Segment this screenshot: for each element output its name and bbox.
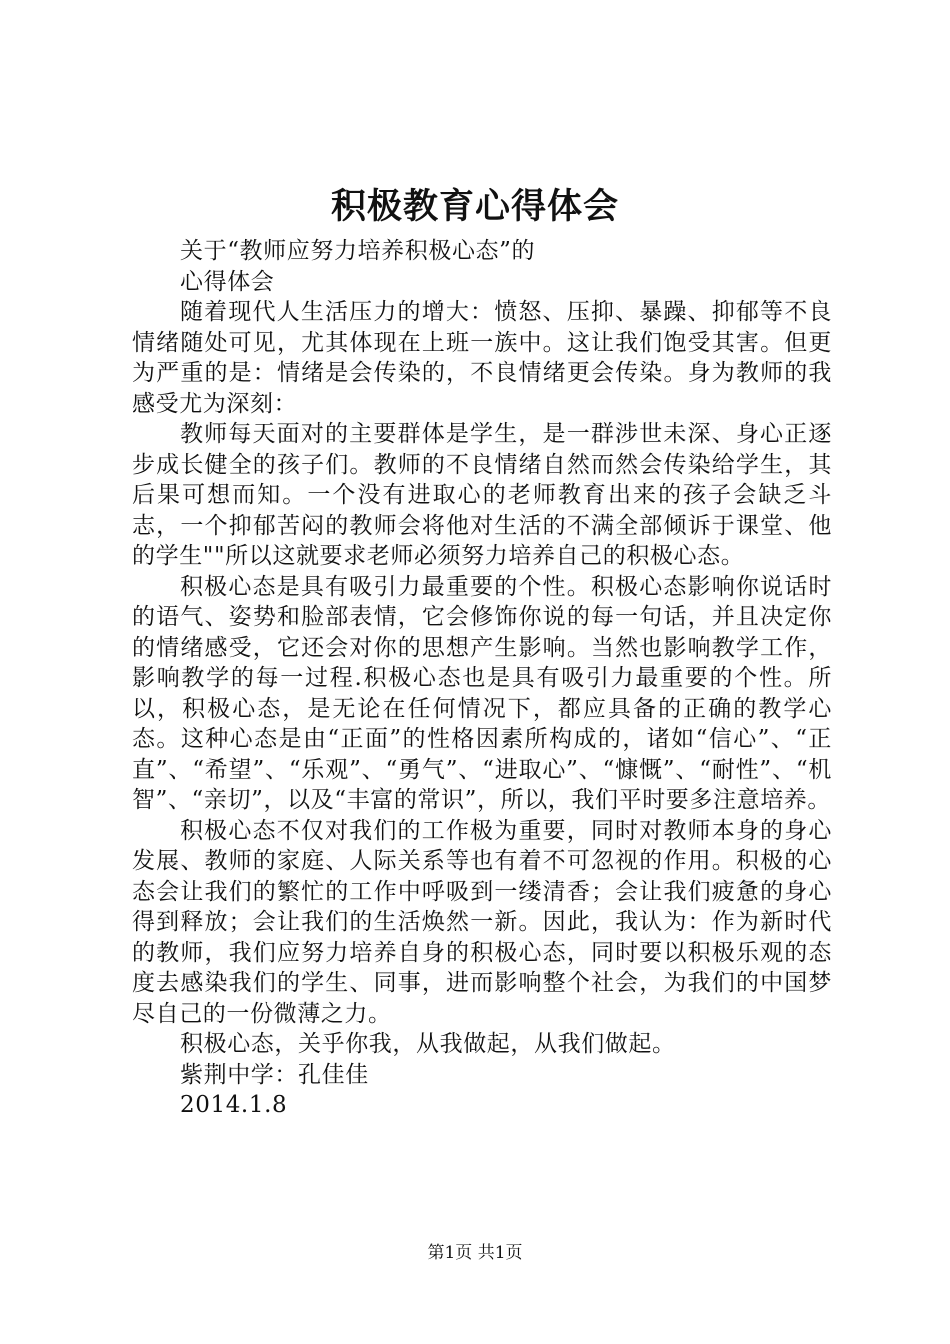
paragraph-1: 随着现代人生活压力的增大：愤怒、压抑、暴躁、抑郁等不良情绪随处可见，尤其体现在上班一族中。这让我们饱受其害。但更为严重的是：情绪是会传染的，不良情绪更会传染。身为教师的我感受尤为深刻： — [132, 299, 832, 417]
subtitle-line-2: 心得体会 — [180, 268, 275, 295]
page-footer: 第1页 共1页 — [427, 1243, 523, 1263]
paragraph-2: 教师每天面对的主要群体是学生，是一群涉世未深、身心正逐步成长健全的孩子们。教师的不良情绪自然而然会传染给学生，其后果可想而知。一个没有进取心的老师教育出来的孩子会缺乏斗志，一个抑郁苦闷的教师会将他对生活的不满全部倾诉于课堂、他的学生""所以这就要求老师必须努力培养自己的积极心态。 — [132, 421, 832, 569]
document-date: 2014.1.8 — [180, 1092, 288, 1118]
paragraph-4: 积极心态不仅对我们的工作极为重要，同时对教师本身的身心发展、教师的家庭、人际关系等也有着不可忽视的作用。积极的心态会让我们的繁忙的工作中呼吸到一缕清香；会让我们疲惫的身心得到释放；会让我们的生活焕然一新。因此，我认为：作为新时代的教师，我们应努力培养自身的积极心态，同时要以积极乐观的态度去感染我们的学生、同事，进而影响整个社会，为我们的中国梦尽自己的一份微薄之力。 — [132, 817, 832, 1027]
closing-line: 积极心态，关乎你我，从我做起，从我们做起。 — [180, 1031, 676, 1057]
signature: 紫荆中学：孔佳佳 — [180, 1061, 369, 1088]
document-title: 积极教育心得体会 — [330, 186, 619, 227]
document-body — [132, 236, 832, 1121]
paragraph-3: 积极心态是具有吸引力最重要的个性。积极心态影响你说话时的语气、姿势和脸部表情，它会修饰你说的每一句话，并且决定你的情绪感受，它还会对你的思想产生影响。当然也影响教学工作，影响教学的每一过程.积极心态也是具有吸引力最重要的个性。所以，积极心态，是无论在任何情况下，都应具备的正确的教学心态。这种心态是由“正面”的性格因素所构成的，诸如“信心”、“正直”、“希望”、“乐观”、“勇气”、“进取心”、“慷慨”、“耐性”、“机智”、“亲切”，以及“丰富的常识”，所以，我们平时要多注意培养。 — [132, 573, 832, 813]
subtitle-line-1: 关于“教师应努力培养积极心态”的 — [180, 238, 536, 264]
